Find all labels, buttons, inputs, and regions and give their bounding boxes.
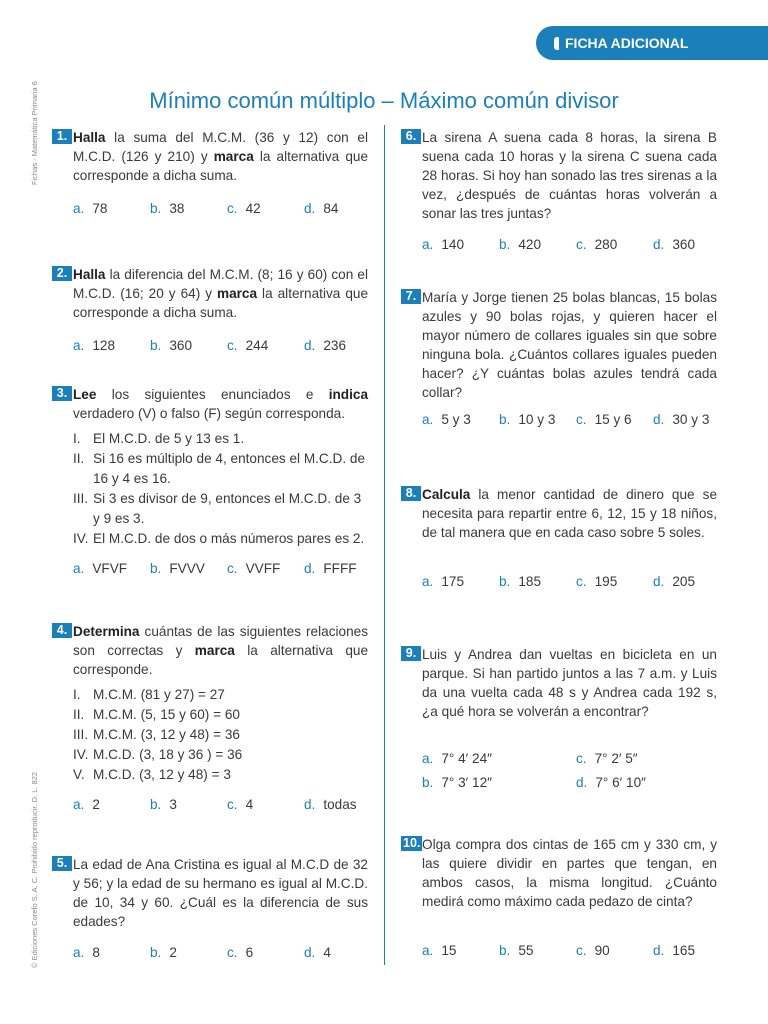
statement-numeral: II. — [73, 707, 85, 722]
option-value: 236 — [323, 338, 347, 353]
option-letter: b. — [150, 338, 162, 353]
question-number: 7. — [401, 289, 421, 304]
answer-options — [52, 797, 368, 815]
answer-option[interactable] — [653, 943, 695, 958]
option-letter: c. — [227, 201, 238, 216]
side-caption-bottom: © Ediciones Corefo S. A. C. Prohibido reproducir. D. L. 822 — [30, 771, 39, 968]
answer-options — [401, 237, 717, 255]
option-letter: b. — [150, 797, 162, 812]
statement-item — [73, 745, 368, 765]
option-letter: a. — [422, 237, 434, 252]
question-10 — [401, 835, 717, 961]
question-number: 9. — [401, 646, 421, 661]
side-caption-top: Fichas - Matemática Primaria 6 — [30, 81, 39, 185]
option-value: FFFF — [323, 561, 357, 576]
option-value: todas — [323, 797, 357, 812]
option-letter: a. — [73, 797, 85, 812]
answer-option[interactable] — [227, 561, 280, 576]
answer-option[interactable] — [576, 775, 646, 790]
answer-options — [52, 945, 368, 963]
answer-option[interactable] — [150, 797, 177, 812]
option-letter: c. — [576, 574, 587, 589]
option-letter: d. — [304, 797, 316, 812]
answer-option[interactable] — [422, 775, 492, 790]
question-text: Determina cuántas de las siguientes relaciones son correctas y marca la alternativa que corresponde. — [73, 624, 369, 677]
option-letter: c. — [576, 943, 587, 958]
option-value: 4 — [245, 797, 254, 812]
question-5 — [52, 855, 368, 963]
option-value: 15 — [441, 943, 457, 958]
option-value: 78 — [92, 201, 108, 216]
option-value: 6 — [245, 945, 254, 960]
option-letter: a. — [73, 945, 85, 960]
statement-item — [73, 529, 368, 549]
statement-numeral: I. — [73, 687, 81, 702]
question-text: Halla la diferencia del M.C.M. (8; 16 y 60) con el M.C.D. (16; 20 y 64) y marca la alternativa que corresponde a dicha suma. — [73, 267, 369, 320]
answer-option[interactable] — [576, 412, 632, 427]
answer-option[interactable] — [499, 574, 541, 589]
statement-item — [73, 429, 368, 449]
statement-numeral: III. — [73, 727, 89, 742]
option-letter: a. — [73, 201, 85, 216]
statement-item — [73, 705, 368, 725]
answer-option[interactable] — [422, 412, 471, 427]
option-letter: b. — [499, 237, 511, 252]
option-value: 7° 3′ 12″ — [441, 775, 492, 790]
option-letter: a. — [422, 412, 434, 427]
answer-option[interactable] — [227, 797, 253, 812]
option-value: 5 y 3 — [441, 412, 471, 427]
option-value: 175 — [441, 574, 465, 589]
question-number: 4. — [52, 623, 72, 638]
option-value: 360 — [169, 338, 193, 353]
answer-option[interactable] — [73, 338, 115, 353]
answer-option[interactable] — [150, 561, 205, 576]
answer-option[interactable] — [422, 574, 464, 589]
option-letter: d. — [304, 945, 316, 960]
answer-options — [52, 201, 368, 219]
option-value: 244 — [245, 338, 269, 353]
option-value: 42 — [245, 201, 261, 216]
answer-option[interactable] — [73, 797, 100, 812]
option-value: FVVV — [169, 561, 205, 576]
statement-numeral: II. — [73, 451, 85, 466]
answer-options — [52, 338, 368, 356]
question-9 — [401, 645, 717, 793]
answer-option[interactable] — [73, 945, 100, 960]
option-value: 280 — [594, 237, 618, 252]
option-letter: a. — [73, 338, 85, 353]
option-value: 2 — [169, 945, 177, 960]
option-value: 195 — [594, 574, 618, 589]
option-letter: c. — [227, 797, 238, 812]
question-number: 3. — [52, 386, 72, 401]
question-text: Luis y Andrea dan vueltas en bicicleta en un parque. Si han partido juntos a las 7 a.m. y Luis da una vuelta cada 48 s y Andrea cada 192 s, ¿a qué hora se volverán a encontrar? — [422, 647, 717, 719]
option-value: 55 — [518, 943, 534, 958]
option-letter: a. — [422, 943, 434, 958]
statement-list — [73, 429, 368, 549]
ficha-adicional-badge — [536, 26, 768, 60]
option-value: VVFF — [245, 561, 281, 576]
question-text: La edad de Ana Cristina es igual al M.C.D de 32 y 56; y la edad de su hermano es igual al M.C.D. de 10, 34 y 60. ¿Cuál es la diferencia de sus edades? — [73, 857, 368, 929]
option-value: 30 y 3 — [672, 412, 710, 427]
option-value: 420 — [518, 237, 542, 252]
option-letter: c. — [576, 412, 587, 427]
answer-options — [401, 943, 717, 961]
question-text: Olga compra dos cintas de 165 cm y 330 cm, y las quiere dividir en partes que tengan, en ambos casos, la misma longitud. ¿Cuánto medirá como máximo cada pedazo de cinta? — [422, 837, 717, 909]
option-value: 205 — [672, 574, 696, 589]
option-value: 185 — [518, 574, 542, 589]
answer-option[interactable] — [227, 945, 253, 960]
statement-text: M.C.D. (3, 18 y 36 ) = 36 — [93, 747, 243, 762]
answer-option[interactable] — [150, 338, 192, 353]
answer-option[interactable] — [227, 201, 261, 216]
statement-text: Si 3 es divisor de 9, entonces el M.C.D. de 3 y 9 es 3. — [93, 491, 362, 526]
option-value: 4 — [323, 945, 331, 960]
option-value: 360 — [672, 237, 696, 252]
option-value: 7° 2′ 5″ — [594, 751, 638, 766]
option-letter: c. — [227, 561, 238, 576]
page-title: Mínimo común múltiplo – Máximo común divisor — [149, 88, 619, 113]
option-value: 90 — [594, 943, 610, 958]
option-value: VFVF — [92, 561, 128, 576]
statement-text: El M.C.D. de 5 y 13 es 1. — [93, 431, 245, 446]
answer-option[interactable] — [499, 412, 555, 427]
question-text: La sirena A suena cada 8 horas, la sirena B suena cada 10 horas y la sirena C suena cada 28 horas. Si hoy han sonado las tres sirenas a la vez, ¿después de cuántas horas volverán a sonar las tres juntas? — [422, 130, 717, 221]
answer-option[interactable] — [227, 338, 268, 353]
answer-option[interactable] — [576, 943, 610, 958]
option-value: 140 — [441, 237, 465, 252]
option-value: 84 — [323, 201, 339, 216]
statement-item — [73, 765, 368, 785]
question-number: 6. — [401, 129, 421, 144]
option-letter: d. — [304, 338, 316, 353]
answer-option[interactable] — [304, 201, 338, 216]
question-text: María y Jorge tienen 25 bolas blancas, 15 bolas azules y 90 bolas rojas, y quieren hacer el mayor número de collares iguales sin que sobre ninguna bola. ¿Cuántos collares iguales pueden hacer? ¿Y cuántas bolas azules tendrá cada collar? — [422, 290, 717, 400]
option-letter: d. — [653, 574, 665, 589]
answer-option[interactable] — [304, 338, 346, 353]
question-text: Lee los siguientes enunciados e indica verdadero (V) o falso (F) según corresponda. — [73, 387, 368, 421]
option-letter: c. — [576, 751, 587, 766]
answer-option[interactable] — [499, 943, 533, 958]
option-letter: d. — [653, 237, 665, 252]
statement-item — [73, 685, 368, 705]
option-value: 7° 6′ 10″ — [595, 775, 646, 790]
answer-option[interactable] — [422, 751, 492, 766]
option-letter: c. — [227, 338, 238, 353]
answer-options — [401, 412, 717, 430]
answer-option[interactable] — [304, 945, 331, 960]
option-letter: d. — [304, 561, 316, 576]
relation-list — [73, 685, 368, 785]
question-7 — [401, 288, 717, 430]
option-letter: b. — [499, 574, 511, 589]
option-letter: b. — [499, 412, 511, 427]
option-letter: b. — [499, 943, 511, 958]
statement-numeral: IV. — [73, 531, 89, 546]
statement-text: M.C.M. (81 y 27) = 27 — [93, 687, 225, 702]
question-8 — [401, 485, 717, 592]
question-text: Halla la suma del M.C.M. (36 y 12) con el M.C.D. (126 y 210) y marca la alternativa que corresponde a dicha suma. — [73, 130, 369, 183]
question-number: 8. — [401, 486, 421, 501]
question-number: 5. — [52, 856, 72, 871]
option-value: 2 — [92, 797, 100, 812]
option-letter: c. — [576, 237, 587, 252]
option-letter: b. — [150, 201, 162, 216]
answer-option[interactable] — [499, 237, 541, 252]
statement-numeral: V. — [73, 767, 85, 782]
option-value: 15 y 6 — [594, 412, 632, 427]
answer-option[interactable] — [653, 574, 695, 589]
question-1 — [52, 128, 368, 219]
option-letter: d. — [304, 201, 316, 216]
column-divider — [384, 125, 385, 965]
statement-numeral: I. — [73, 431, 81, 446]
answer-option[interactable] — [422, 943, 456, 958]
statement-item — [73, 489, 368, 529]
answer-options — [401, 574, 717, 592]
option-letter: d. — [576, 775, 588, 790]
option-letter: d. — [653, 412, 665, 427]
badge-label: FICHA ADICIONAL — [565, 35, 689, 51]
option-letter: a. — [73, 561, 85, 576]
question-4 — [52, 622, 368, 815]
answer-option[interactable] — [150, 201, 184, 216]
option-value: 7° 4′ 24″ — [441, 751, 492, 766]
option-letter: a. — [422, 751, 434, 766]
answer-option[interactable] — [73, 561, 127, 576]
statement-text: Si 16 es múltiplo de 4, entonces el M.C.D. de 16 y 4 es 16. — [93, 451, 366, 486]
statement-item — [73, 449, 368, 489]
question-3 — [52, 385, 368, 579]
question-number: 10. — [403, 836, 421, 850]
option-letter: b. — [150, 945, 162, 960]
option-letter: d. — [653, 943, 665, 958]
question-number: 1. — [52, 129, 72, 144]
statement-numeral: III. — [73, 491, 89, 506]
answer-options-row-2 — [401, 775, 717, 793]
answer-option[interactable] — [653, 237, 695, 252]
answer-option[interactable] — [576, 237, 617, 252]
statement-numeral: IV. — [73, 747, 89, 762]
statement-text: M.C.D. (3, 12 y 48) = 3 — [93, 767, 231, 782]
question-number: 2. — [52, 266, 72, 281]
statement-text: M.C.M. (3, 12 y 48) = 36 — [93, 727, 240, 742]
badge-marker-icon — [554, 37, 559, 50]
option-value: 10 y 3 — [518, 412, 556, 427]
answer-option[interactable] — [304, 797, 357, 812]
question-2 — [52, 265, 368, 356]
question-6 — [401, 128, 717, 255]
answer-option[interactable] — [576, 751, 638, 766]
answer-option[interactable] — [653, 412, 709, 427]
answer-options-row-1 — [401, 751, 717, 769]
statement-item — [73, 725, 368, 745]
answer-option[interactable] — [422, 237, 464, 252]
question-text: Calcula la menor cantidad de dinero que se necesita para repartir entre 6, 12, 15 y 18 niños, de tal manera que en cada caso sobre 5 soles. — [422, 487, 717, 540]
answer-option[interactable] — [73, 201, 107, 216]
option-value: 8 — [92, 945, 100, 960]
statement-text: El M.C.D. de dos o más números pares es 2. — [93, 531, 365, 546]
option-letter: a. — [422, 574, 434, 589]
option-value: 38 — [169, 201, 185, 216]
option-letter: b. — [422, 775, 434, 790]
answer-option[interactable] — [304, 561, 357, 576]
option-letter: b. — [150, 561, 162, 576]
statement-text: M.C.M. (5, 15 y 60) = 60 — [93, 707, 240, 722]
option-value: 3 — [169, 797, 177, 812]
answer-options — [52, 561, 368, 579]
option-value: 165 — [672, 943, 696, 958]
answer-option[interactable] — [150, 945, 177, 960]
option-letter: c. — [227, 945, 238, 960]
answer-option[interactable] — [576, 574, 617, 589]
option-value: 128 — [92, 338, 116, 353]
